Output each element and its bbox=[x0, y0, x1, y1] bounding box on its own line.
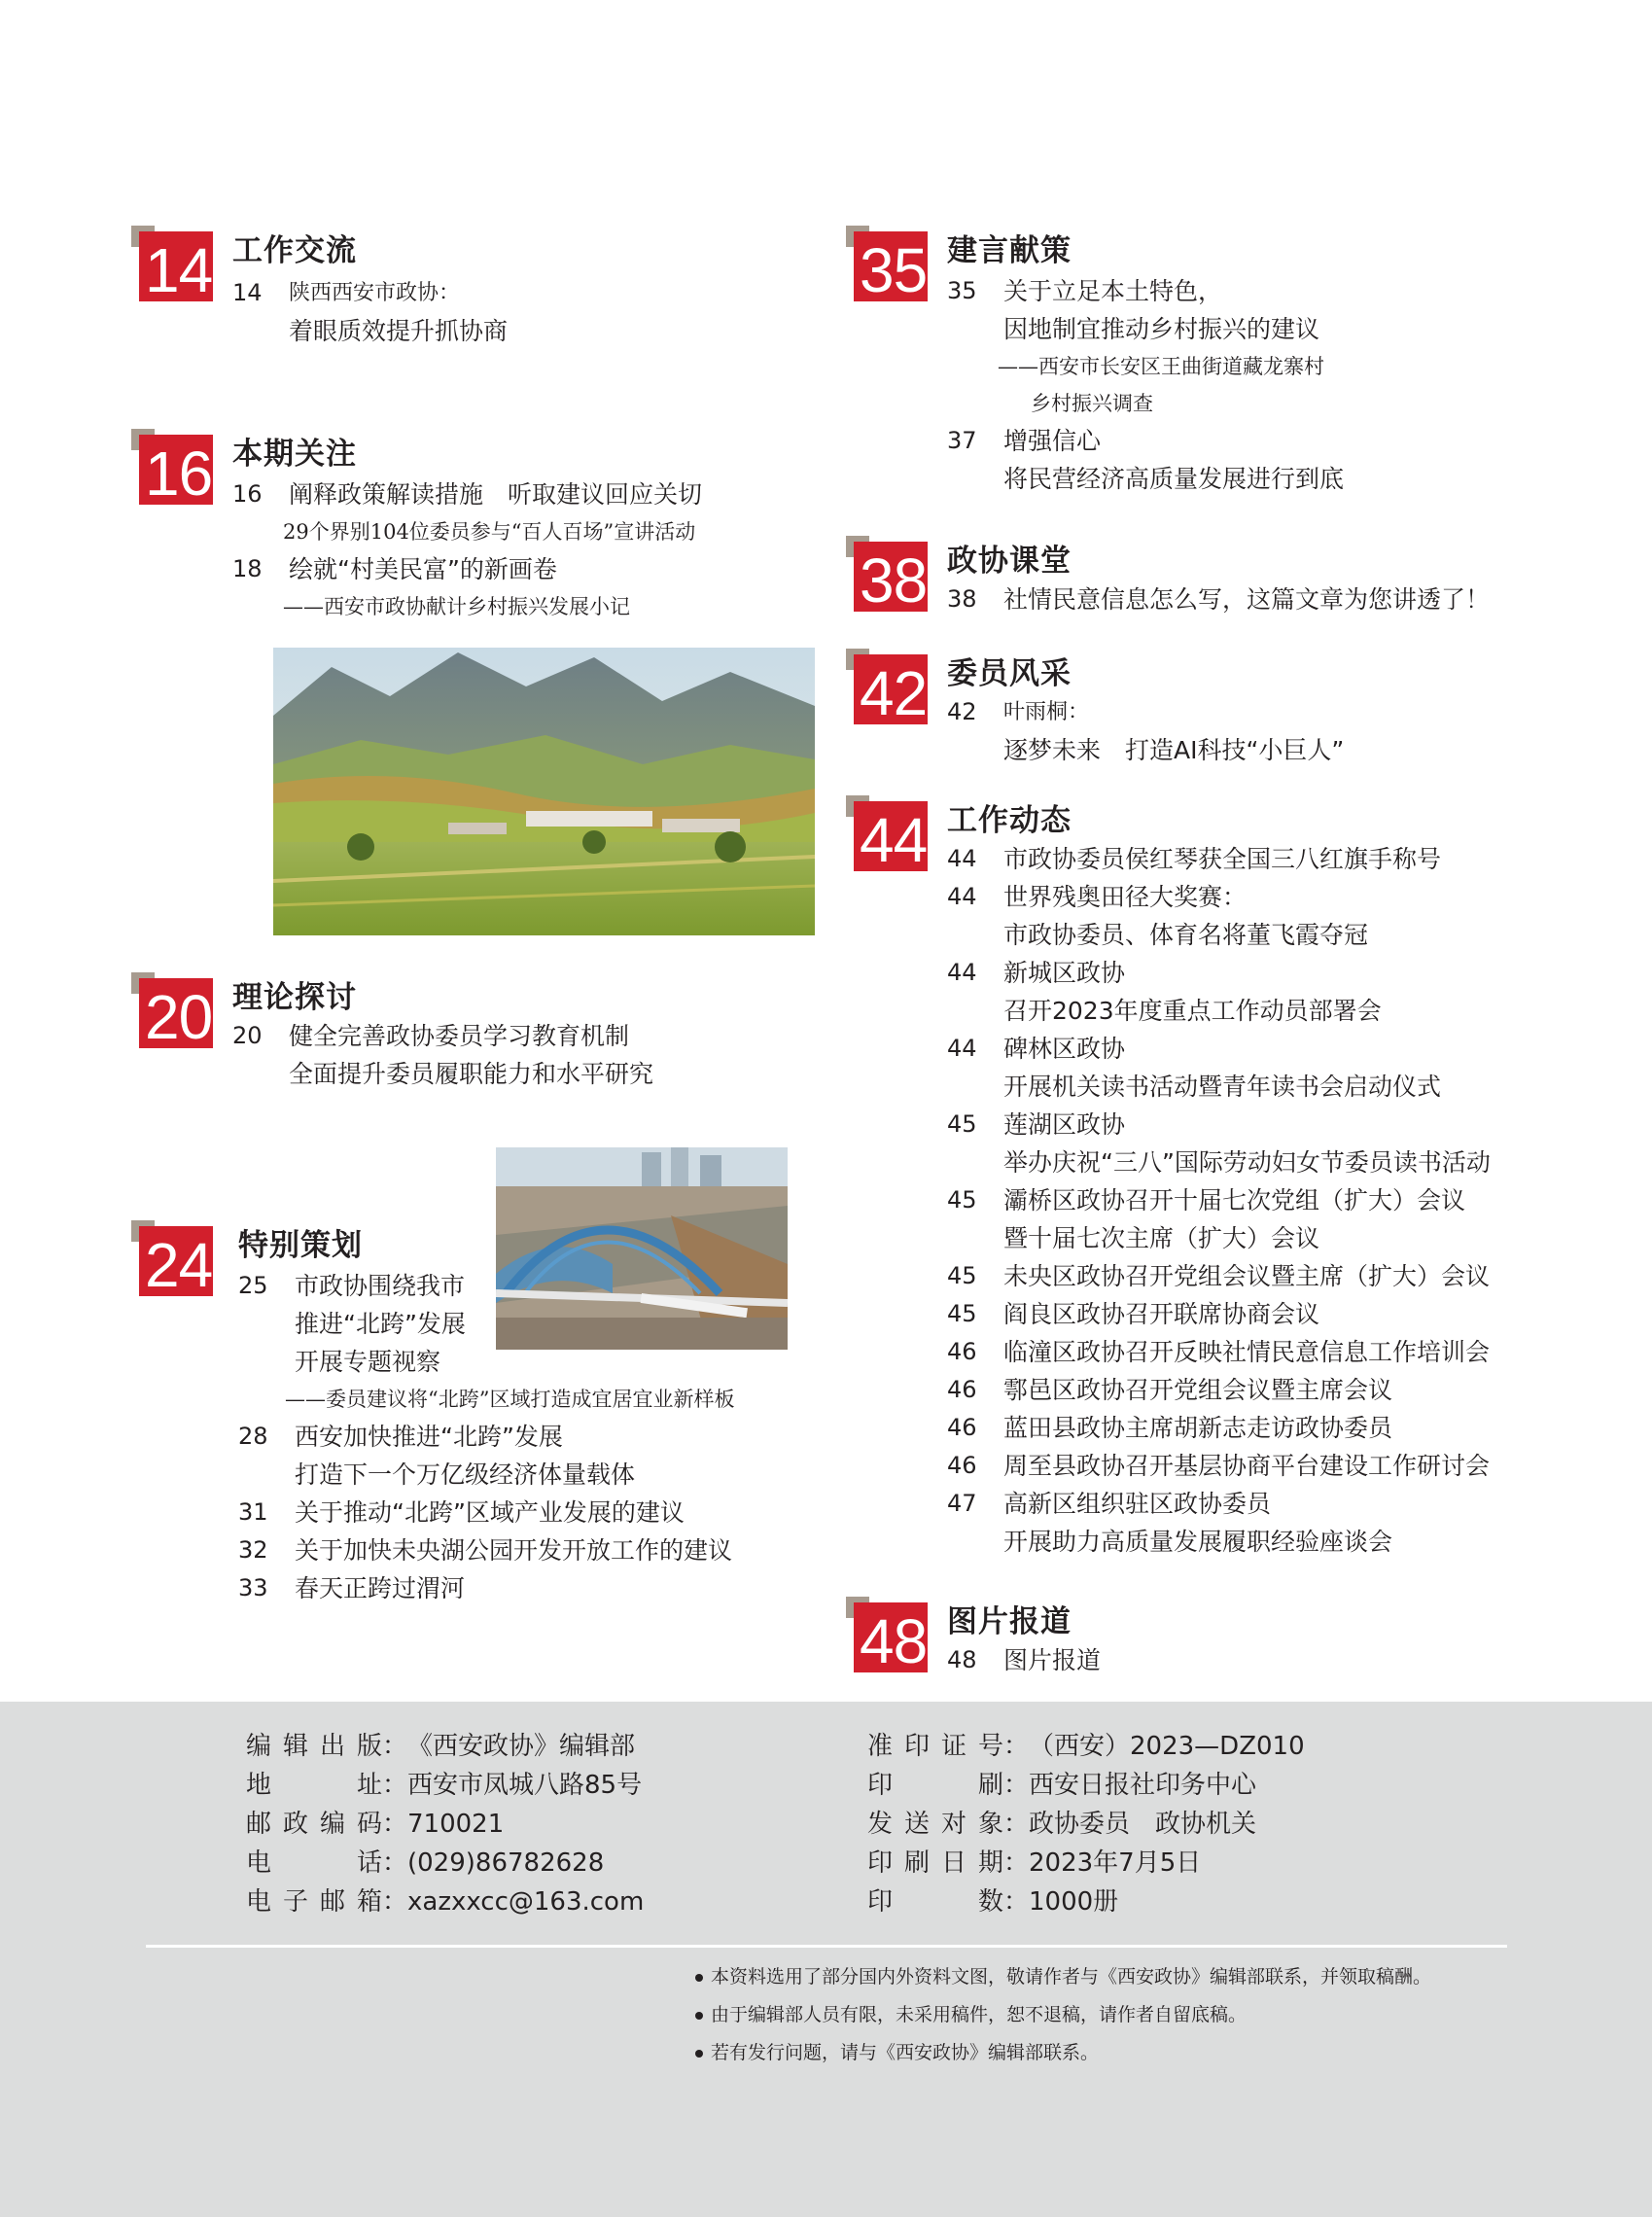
info-label: 印数 bbox=[867, 1887, 1003, 1917]
info-row bbox=[867, 1727, 1305, 1766]
entry-page: 44 bbox=[947, 845, 977, 872]
notice-item bbox=[695, 2034, 1431, 2072]
info-separator: ： bbox=[1003, 1848, 1030, 1878]
entry-subtitle: ——西安市政协献计乡村振兴发展小记 bbox=[283, 595, 630, 618]
entry-page: 46 bbox=[947, 1376, 977, 1403]
toc-entry[interactable] bbox=[947, 878, 1491, 954]
info-value: 2023年7月5日 bbox=[1029, 1848, 1202, 1878]
entry-line: 蓝田县政协主席胡新志走访政协委员 bbox=[1003, 1414, 1393, 1442]
entry-line: 陕西西安市政协： bbox=[289, 281, 461, 305]
toc-entry[interactable] bbox=[947, 1409, 1491, 1447]
entry-line: 暨十届七次主席（扩大）会议 bbox=[1003, 1224, 1320, 1252]
info-value: (029)86782628 bbox=[407, 1848, 605, 1878]
entry-line: 全面提升委员履职能力和水平研究 bbox=[289, 1060, 654, 1088]
info-row bbox=[246, 1805, 644, 1844]
page-number-badge bbox=[131, 226, 219, 303]
info-value: xazxxcc@163.com bbox=[407, 1887, 645, 1917]
entry-page: 16 bbox=[232, 480, 263, 508]
entry-page: 14 bbox=[232, 279, 263, 306]
page-number-badge bbox=[846, 649, 933, 726]
entry-line: 高新区组织驻区政协委员 bbox=[1003, 1490, 1272, 1518]
entry-line: 将民营经济高质量发展进行到底 bbox=[1003, 465, 1345, 493]
toc-entry[interactable] bbox=[947, 1030, 1491, 1106]
entry-line: 关于加快未央湖公园开发开放工作的建议 bbox=[295, 1536, 733, 1565]
info-label: 地址 bbox=[246, 1771, 382, 1800]
entry-line: 世界残奥田径大奖赛： bbox=[1003, 883, 1248, 911]
entry-subtitle: ——西安市长安区王曲街道藏龙寨村 bbox=[998, 355, 1324, 378]
toc-entry[interactable] bbox=[238, 1494, 734, 1531]
entry-line: 新城区政协 bbox=[1003, 959, 1126, 987]
toc-entry[interactable] bbox=[947, 422, 1344, 498]
info-separator: ： bbox=[1003, 1771, 1030, 1800]
info-row bbox=[867, 1883, 1305, 1921]
entry-page: 32 bbox=[238, 1536, 268, 1564]
toc-entry[interactable] bbox=[238, 1569, 734, 1607]
info-separator: ： bbox=[382, 1771, 408, 1800]
entry-page: 47 bbox=[947, 1490, 977, 1517]
section-title: 特别策划 bbox=[238, 1228, 363, 1263]
info-label: 准印证号 bbox=[867, 1732, 1003, 1761]
toc-entry[interactable] bbox=[947, 272, 1344, 422]
notice-text: 本资料选用了部分国内外资料文图，敬请作者与《西安政协》编辑部联系，并领取稿酬。 bbox=[711, 1966, 1432, 1988]
entry-line: 逐梦未来 打造AI科技“小巨人” bbox=[1003, 736, 1345, 764]
info-value: 1000册 bbox=[1029, 1887, 1119, 1917]
section-number: 38 bbox=[860, 545, 928, 616]
entry-line: 增强信心 bbox=[1003, 427, 1102, 455]
bullet-icon bbox=[695, 2050, 703, 2058]
toc-entry[interactable] bbox=[947, 1181, 1491, 1257]
entry-page: 35 bbox=[947, 277, 977, 304]
entry-line: 开展机关读书活动暨青年读书会启动仪式 bbox=[1003, 1073, 1442, 1101]
info-row bbox=[246, 1844, 644, 1883]
page-number-badge bbox=[846, 1597, 933, 1674]
info-label: 邮政编码 bbox=[246, 1810, 382, 1839]
section-title: 委员风采 bbox=[947, 656, 1072, 691]
info-label: 印刷日期 bbox=[867, 1848, 1003, 1878]
toc-entry[interactable] bbox=[232, 274, 508, 350]
info-row bbox=[246, 1727, 644, 1766]
toc-entry[interactable] bbox=[238, 1531, 734, 1569]
toc-entry[interactable] bbox=[947, 1485, 1491, 1561]
entry-page: 33 bbox=[238, 1574, 268, 1601]
info-row bbox=[867, 1766, 1305, 1805]
entry-subtitle: 29个界别104位委员参与“百人百场”宣讲活动 bbox=[283, 520, 696, 544]
entry-line: 春天正跨过渭河 bbox=[295, 1574, 466, 1602]
page-number-badge bbox=[846, 226, 933, 303]
entry-page: 44 bbox=[947, 1035, 977, 1062]
entry-line: 开展专题视察 bbox=[295, 1348, 441, 1376]
entry-line: 图片报道 bbox=[1003, 1646, 1102, 1674]
section-number: 35 bbox=[860, 235, 928, 305]
section-title: 工作动态 bbox=[947, 803, 1072, 838]
info-label: 印刷 bbox=[867, 1771, 1003, 1800]
entry-page: 44 bbox=[947, 959, 977, 986]
entry-page: 46 bbox=[947, 1414, 977, 1441]
info-separator: ： bbox=[382, 1732, 408, 1761]
info-value: 西安日报社印务中心 bbox=[1029, 1771, 1257, 1800]
notice-list bbox=[695, 1958, 1431, 2072]
entry-line: 推进“北跨”发展 bbox=[295, 1310, 466, 1338]
entry-line: 鄠邑区政协召开党组会议暨主席会议 bbox=[1003, 1376, 1393, 1404]
entry-page: 44 bbox=[947, 883, 977, 910]
info-value: 政协委员 政协机关 bbox=[1029, 1810, 1257, 1839]
landscape-photo bbox=[273, 648, 815, 935]
bullet-icon bbox=[695, 1974, 703, 1982]
section-number: 16 bbox=[145, 439, 213, 509]
info-separator: ： bbox=[1003, 1887, 1030, 1917]
entry-line: 市政协围绕我市 bbox=[295, 1272, 466, 1300]
info-value: 《西安政协》编辑部 bbox=[407, 1732, 636, 1761]
info-value: 710021 bbox=[407, 1810, 505, 1839]
notice-item bbox=[695, 1996, 1431, 2034]
toc-entry[interactable] bbox=[947, 1257, 1491, 1295]
toc-entry[interactable] bbox=[232, 550, 702, 625]
entry-line: 周至县政协召开基层协商平台建设工作研讨会 bbox=[1003, 1452, 1491, 1480]
entry-page: 45 bbox=[947, 1186, 977, 1214]
section-title: 本期关注 bbox=[232, 437, 357, 472]
info-label: 电话 bbox=[246, 1848, 382, 1878]
toc-entry[interactable] bbox=[232, 475, 702, 550]
colophon bbox=[0, 1702, 1652, 2217]
entry-page: 18 bbox=[232, 555, 263, 582]
entry-line: 社情民意信息怎么写，这篇文章为您讲透了！ bbox=[1003, 585, 1491, 614]
entry-line: 碑林区政协 bbox=[1003, 1035, 1126, 1063]
page-number-badge bbox=[131, 429, 219, 507]
info-value: （西安）2023—DZ010 bbox=[1029, 1732, 1305, 1761]
entry-line: 绘就“村美民富”的新画卷 bbox=[289, 555, 557, 583]
entry-line: 因地制宜推动乡村振兴的建议 bbox=[1003, 315, 1320, 343]
page-number-badge bbox=[846, 536, 933, 614]
section-title: 理论探讨 bbox=[232, 980, 357, 1015]
info-label: 发送对象 bbox=[867, 1810, 1003, 1839]
entry-subtitle: ——委员建议将“北跨”区域打造成宜居宜业新样板 bbox=[285, 1388, 735, 1411]
section-number: 24 bbox=[145, 1230, 213, 1300]
entry-subtitle: 乡村振兴调查 bbox=[1031, 392, 1153, 415]
section-number: 42 bbox=[860, 658, 928, 728]
entry-line: 未央区政协召开党组会议暨主席（扩大）会议 bbox=[1003, 1262, 1491, 1290]
publication-info-right bbox=[867, 1727, 1305, 1921]
entry-line: 临潼区政协召开反映社情民意信息工作培训会 bbox=[1003, 1338, 1491, 1366]
entry-line: 着眼质效提升抓协商 bbox=[289, 317, 509, 345]
entry-line: 举办庆祝“三八”国际劳动妇女节委员读书活动 bbox=[1003, 1148, 1491, 1177]
entry-page: 45 bbox=[947, 1110, 977, 1138]
notice-text: 由于编辑部人员有限，未采用稿件，恕不退稿，请作者自留底稿。 bbox=[711, 2004, 1248, 2025]
bullet-icon bbox=[695, 2012, 703, 2020]
entry-page: 46 bbox=[947, 1338, 977, 1365]
page-number-badge bbox=[846, 795, 933, 873]
entry-line: 西安加快推进“北跨”发展 bbox=[295, 1423, 563, 1451]
entry-page: 46 bbox=[947, 1452, 977, 1479]
info-row bbox=[867, 1844, 1305, 1883]
toc-entry[interactable] bbox=[947, 1333, 1491, 1371]
info-label: 电子邮箱 bbox=[246, 1887, 382, 1917]
toc-entry[interactable] bbox=[947, 1371, 1491, 1409]
page-number-badge bbox=[131, 972, 219, 1050]
section-number: 14 bbox=[145, 235, 213, 305]
section-title: 建言献策 bbox=[947, 233, 1072, 268]
toc-entry[interactable] bbox=[947, 693, 1344, 769]
entry-page: 37 bbox=[947, 427, 977, 454]
entry-page: 25 bbox=[238, 1272, 268, 1299]
entry-line: 莲湖区政协 bbox=[1003, 1110, 1126, 1139]
toc-entry[interactable] bbox=[947, 1106, 1491, 1181]
info-row bbox=[867, 1805, 1305, 1844]
entry-line: 灞桥区政协召开十届七次党组（扩大）会议 bbox=[1003, 1186, 1466, 1214]
info-label: 编辑出版 bbox=[246, 1732, 382, 1761]
toc-entry[interactable] bbox=[947, 954, 1491, 1030]
entry-line: 关于立足本土特色， bbox=[1003, 277, 1223, 305]
entry-line: 市政协委员侯红琴获全国三八红旗手称号 bbox=[1003, 845, 1442, 873]
section-title: 图片报道 bbox=[947, 1604, 1072, 1639]
toc-entry[interactable] bbox=[238, 1418, 734, 1494]
entry-line: 阐释政策解读措施 听取建议回应关切 bbox=[289, 480, 703, 509]
toc-entry[interactable] bbox=[232, 1017, 653, 1093]
info-separator: ： bbox=[1003, 1810, 1030, 1839]
info-separator: ： bbox=[382, 1848, 408, 1878]
entry-page: 45 bbox=[947, 1262, 977, 1289]
section-number: 48 bbox=[860, 1606, 928, 1676]
info-value: 西安市凤城八路85号 bbox=[407, 1771, 643, 1800]
entry-line: 叶雨桐： bbox=[1003, 700, 1090, 724]
entry-line: 打造下一个万亿级经济体量载体 bbox=[295, 1460, 636, 1489]
entry-page: 38 bbox=[947, 585, 977, 613]
toc-entry[interactable] bbox=[947, 581, 1490, 618]
notice-item bbox=[695, 1958, 1431, 1996]
toc-entry[interactable] bbox=[947, 1641, 1101, 1679]
page-number-badge bbox=[131, 1220, 219, 1298]
entry-line: 阎良区政协召开联席协商会议 bbox=[1003, 1300, 1320, 1328]
entry-line: 关于推动“北跨”区域产业发展的建议 bbox=[295, 1498, 685, 1527]
entry-page: 42 bbox=[947, 698, 977, 725]
entry-page: 45 bbox=[947, 1300, 977, 1327]
entry-line: 召开2023年度重点工作动员部署会 bbox=[1003, 997, 1382, 1025]
publication-info-left bbox=[246, 1727, 644, 1921]
info-row bbox=[246, 1766, 644, 1805]
entry-line: 开展助力高质量发展履职经验座谈会 bbox=[1003, 1528, 1393, 1556]
entry-page: 28 bbox=[238, 1423, 268, 1450]
info-row bbox=[246, 1883, 644, 1921]
info-separator: ： bbox=[382, 1887, 408, 1917]
toc-entry[interactable] bbox=[947, 1295, 1491, 1333]
toc-entry[interactable] bbox=[238, 1267, 734, 1418]
notice-text: 若有发行问题，请与《西安政协》编辑部联系。 bbox=[711, 2042, 1100, 2063]
section-number: 20 bbox=[145, 982, 213, 1052]
entry-page: 31 bbox=[238, 1498, 268, 1526]
section-title: 工作交流 bbox=[232, 233, 357, 268]
entry-line: 健全完善政协委员学习教育机制 bbox=[289, 1022, 630, 1050]
toc-entry[interactable] bbox=[947, 1447, 1491, 1485]
info-separator: ： bbox=[1003, 1732, 1030, 1761]
entry-page: 20 bbox=[232, 1022, 263, 1049]
toc-entry[interactable] bbox=[947, 840, 1491, 878]
section-title: 政协课堂 bbox=[947, 544, 1072, 579]
section-number: 44 bbox=[860, 805, 928, 875]
divider bbox=[146, 1945, 1507, 1948]
info-separator: ： bbox=[382, 1810, 408, 1839]
entry-line: 市政协委员、体育名将董飞霞夺冠 bbox=[1003, 921, 1369, 949]
entry-page: 48 bbox=[947, 1646, 977, 1673]
